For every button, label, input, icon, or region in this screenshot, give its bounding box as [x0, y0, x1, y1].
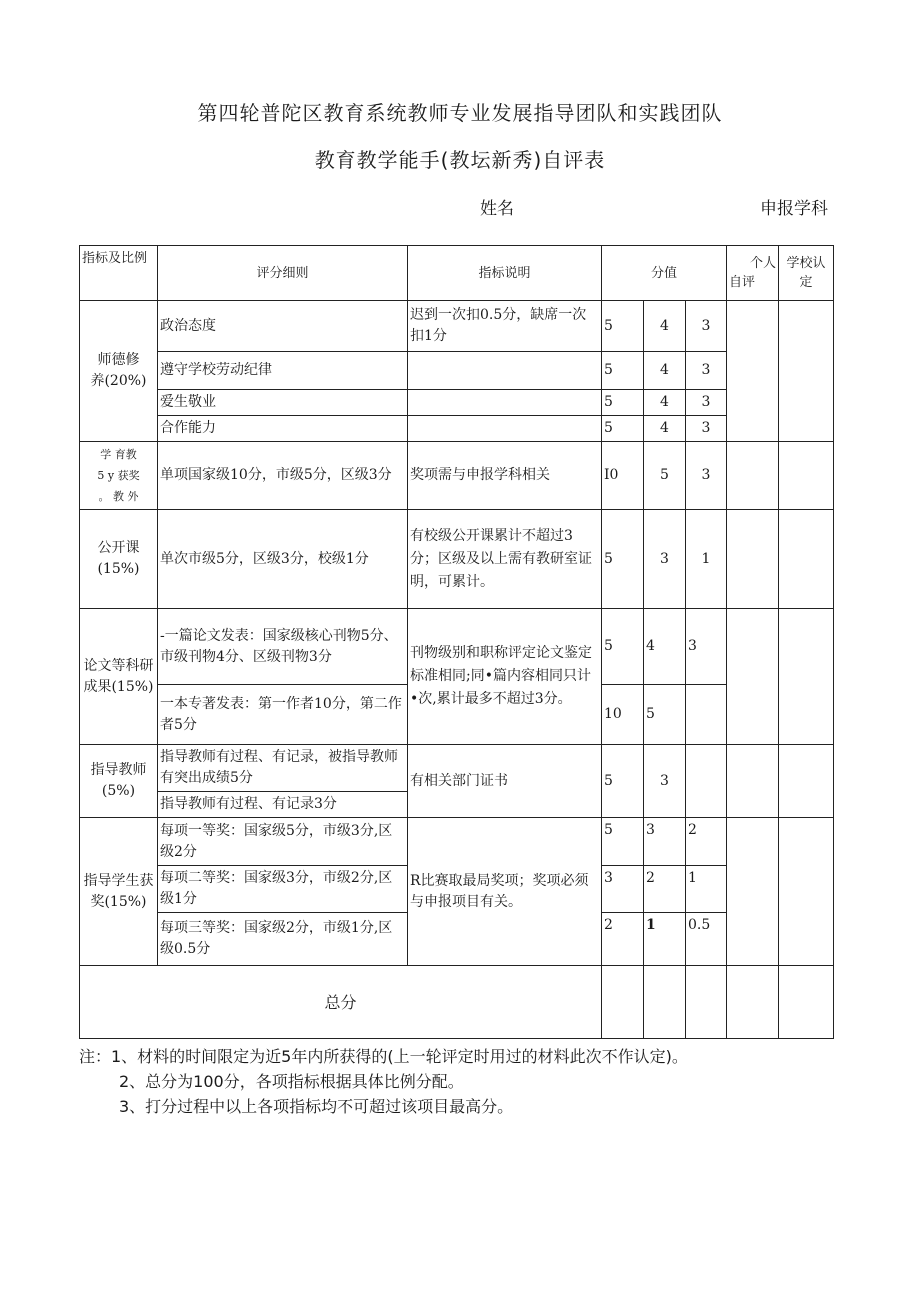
score-cell: 4 — [644, 416, 686, 442]
total-score-cell[interactable] — [602, 966, 644, 1039]
self-eval-cell[interactable] — [727, 745, 779, 818]
evaluation-table — [79, 245, 834, 1039]
table-row — [80, 745, 834, 792]
total-self-cell[interactable] — [727, 966, 779, 1039]
header-school-b: 定 — [799, 275, 813, 290]
ethics-label-b: 养(20%) — [90, 373, 147, 389]
score-cell: 1 — [686, 866, 727, 913]
score-cell: 10 — [602, 685, 644, 745]
total-label: 总分 — [80, 966, 602, 1039]
papers-label-b: 成果(15%) — [83, 678, 154, 695]
ethics-label — [80, 301, 158, 442]
explanation-cell — [408, 390, 602, 416]
criteria-cell: 指导教师有过程、有记录，被指导教师有突出成绩5分 — [158, 745, 408, 792]
score-cell: 5 — [644, 685, 686, 745]
open-class-label-a: 公开课 — [97, 540, 140, 556]
note-2: 2、总分为100分，各项指标根据具体比例分配。 — [119, 1072, 464, 1091]
open-class-label — [80, 510, 158, 609]
score-cell: 4 — [644, 390, 686, 416]
criteria-cell: -一篇论文发表：国家级核心刊物5分、市级刊物4分、区级刊物3分 — [158, 609, 408, 685]
open-class-label-b: (15%) — [97, 561, 140, 577]
criteria-cell: 单项国家级10分，市级5分，区级3分 — [158, 442, 408, 510]
mentor-label — [80, 745, 158, 818]
table-row — [80, 416, 834, 442]
score-cell: 3 — [686, 301, 727, 352]
score-cell: I0 — [602, 442, 644, 510]
score-cell: 5 — [602, 745, 644, 818]
score-cell: 3 — [644, 745, 686, 818]
mentor-label-b: (5%) — [101, 783, 136, 799]
criteria-cell: 一本专著发表：第一作者10分，第二作者5分 — [158, 685, 408, 745]
awards-label-c: 。 教 外 — [98, 490, 139, 503]
note-3: 3、打分过程中以上各项指标均不可超过该项目最高分。 — [119, 1097, 514, 1116]
score-cell: 4 — [644, 352, 686, 390]
awards-label-b: 5 y 获奖 — [97, 469, 140, 482]
criteria-cell: 每项三等奖：国家级2分，市级1分,区级0.5分 — [158, 913, 408, 966]
school-eval-cell[interactable] — [779, 510, 834, 609]
self-eval-cell[interactable] — [727, 301, 779, 442]
table-row — [80, 301, 834, 352]
score-cell: 5 — [602, 416, 644, 442]
table-row — [80, 442, 834, 510]
criteria-cell: 指导教师有过程、有记录3分 — [158, 792, 408, 818]
score-cell: 5 — [602, 818, 644, 866]
note-1: 注：1、材料的时间限定为近5年内所获得的(上一轮评定时用过的材料此次不作认定)。 — [79, 1047, 688, 1066]
notes — [79, 1044, 688, 1119]
mentor-label-a: 指导教师 — [90, 762, 147, 778]
score-cell: 3 — [686, 390, 727, 416]
table-row — [80, 352, 834, 390]
header-score: 分值 — [602, 246, 727, 301]
student-label — [80, 818, 158, 966]
school-eval-cell[interactable] — [779, 609, 834, 745]
explanation-cell — [408, 416, 602, 442]
score-cell: 4 — [644, 609, 686, 685]
score-cell: 5 — [602, 301, 644, 352]
score-cell — [686, 745, 727, 818]
score-cell: 3 — [686, 442, 727, 510]
score-cell: 2 — [644, 866, 686, 913]
score-cell — [686, 685, 727, 745]
explanation-cell: 刊物级别和职称评定论文鉴定标准相同;同•篇内容相同只计•次,累计最多不超过3分。 — [408, 609, 602, 745]
header-row — [80, 246, 834, 301]
explanation-cell — [408, 352, 602, 390]
criteria-cell: 合作能力 — [158, 416, 408, 442]
explanation-cell: R比赛取最局奖项；奖项必须与申报项目有关。 — [408, 818, 602, 966]
school-eval-cell[interactable] — [779, 442, 834, 510]
header-self-eval — [727, 246, 779, 301]
ethics-label-a: 师德修 — [97, 352, 140, 368]
title-line-1: 第四轮普陀区教育系统教师专业发展指导团队和实践团队 — [197, 101, 723, 125]
total-school-cell[interactable] — [779, 966, 834, 1039]
self-eval-cell[interactable] — [727, 609, 779, 745]
score-cell: 5 — [644, 442, 686, 510]
table-row — [80, 390, 834, 416]
score-cell: 1 — [686, 510, 727, 609]
score-cell: 3 — [602, 866, 644, 913]
explanation-cell: 有相关部门证书 — [408, 745, 602, 818]
header-self-a: 个人 — [750, 256, 777, 271]
score-cell: 5 — [602, 390, 644, 416]
score-cell: 5 — [602, 510, 644, 609]
table-row — [80, 818, 834, 866]
total-score-cell[interactable] — [686, 966, 727, 1039]
awards-label — [80, 442, 158, 510]
header-criteria: 评分细则 — [158, 246, 408, 301]
school-eval-cell[interactable] — [779, 745, 834, 818]
explanation-cell: 有校级公开课累计不超过3分；区级及以上需有教研室证明，可累计。 — [408, 510, 602, 609]
school-eval-cell[interactable] — [779, 301, 834, 442]
score-cell: 4 — [644, 301, 686, 352]
explanation-cell: 迟到一次扣0.5分，缺席一次扣1分 — [408, 301, 602, 352]
explanation-cell: 奖项需与申报学科相关 — [408, 442, 602, 510]
score-cell: 5 — [602, 352, 644, 390]
score-cell: 3 — [686, 609, 727, 685]
title-line-2: 教育教学能手(教坛新秀)自评表 — [314, 148, 606, 172]
score-cell: 5 — [602, 609, 644, 685]
header-school-a: 学校认 — [786, 256, 826, 271]
school-eval-cell[interactable] — [779, 818, 834, 966]
header-school-eval — [779, 246, 834, 301]
self-eval-cell[interactable] — [727, 442, 779, 510]
papers-label-a: 论文等科研 — [83, 657, 154, 674]
criteria-cell: 单次市级5分，区级3分，校级1分 — [158, 510, 408, 609]
score-cell: 2 — [602, 913, 644, 966]
criteria-cell: 每项一等奖：国家级5分，市级3分,区级2分 — [158, 818, 408, 866]
score-cell: 3 — [686, 352, 727, 390]
criteria-cell: 遵守学校劳动纪律 — [158, 352, 408, 390]
student-label-a: 指导学生获 — [83, 872, 154, 889]
self-eval-cell[interactable] — [727, 818, 779, 966]
subject-label: 申报学科 — [760, 199, 828, 219]
total-score-cell[interactable] — [644, 966, 686, 1039]
papers-label — [80, 609, 158, 745]
table-row — [80, 510, 834, 609]
score-cell: 1 — [644, 913, 686, 966]
awards-label-a: 学 育教 — [100, 448, 137, 461]
criteria-cell: 政治态度 — [158, 301, 408, 352]
self-eval-cell[interactable] — [727, 510, 779, 609]
score-cell: 3 — [644, 818, 686, 866]
score-cell: 3 — [644, 510, 686, 609]
header-explanation: 指标说明 — [408, 246, 602, 301]
header-self-b: 自评 — [729, 275, 756, 290]
score-cell: 0.5 — [686, 913, 727, 966]
total-row — [80, 966, 834, 1039]
criteria-cell: 爱生敬业 — [158, 390, 408, 416]
header-indicator: 指标及比例 — [80, 246, 158, 301]
name-label: 姓名 — [480, 199, 514, 219]
table-row — [80, 609, 834, 685]
student-label-b: 奖(15%) — [90, 893, 147, 910]
score-cell: 2 — [686, 818, 727, 866]
criteria-cell: 每项二等奖：国家级3分，市级2分,区级1分 — [158, 866, 408, 913]
score-cell: 3 — [686, 416, 727, 442]
